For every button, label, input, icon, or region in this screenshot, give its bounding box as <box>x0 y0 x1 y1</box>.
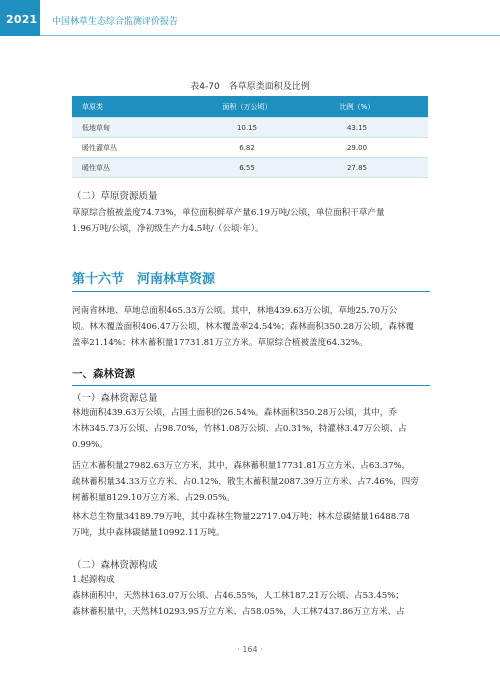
origin-heading: 1.起源构成 <box>72 575 115 585</box>
paragraph-line: 1.96万吨/公顷，净初级生产力4.5吨/（公顷·年）。 <box>72 224 264 234</box>
forest-total-heading: （一）森林资源总量 <box>72 393 158 404</box>
table-cell: 29.00 <box>346 143 368 152</box>
paragraph-line: 活立木蓄积量27982.63万立方米，其中，森林蓄积量17731.81万立方米、占63.37%， <box>72 461 411 471</box>
section-rule <box>72 291 430 292</box>
table-row <box>72 118 428 138</box>
forest-stock-paragraph <box>72 458 432 506</box>
grassland-table <box>72 96 428 178</box>
section-intro <box>72 303 432 351</box>
paragraph-line: 草原综合植被盖度74.73%，单位面积鲜草产量6.19万吨/公顷，单位面积干草产量 <box>72 208 385 218</box>
table-cell: 6.82 <box>239 143 255 152</box>
table-cell: 暖性草丛 <box>82 163 110 172</box>
table-cell: 低地草甸 <box>82 123 110 132</box>
table-cell: 10.15 <box>236 123 258 132</box>
paragraph-line: 河南省林地、草地总面积465.33万公顷。其中，林地439.63万公顷，草地25.70万公 <box>72 306 398 316</box>
table-cell: 6.55 <box>239 163 255 172</box>
paragraph-line: 林木总生物量34189.79万吨，其中森林生物量22717.04万吨；林木总碳储量16488.78 <box>72 512 410 522</box>
page-header <box>0 0 500 40</box>
paragraph-line: 树蓄积量8129.10万立方米、占29.05%。 <box>72 493 235 503</box>
table-cell: 43.15 <box>346 123 368 132</box>
forest-biomass-paragraph <box>72 509 432 541</box>
forest-total-paragraph <box>72 405 432 453</box>
page-number: · 164 · <box>237 645 263 654</box>
column-header: 面积（万公顷） <box>222 102 272 111</box>
table-row <box>72 158 428 178</box>
table-cell: 27.85 <box>346 163 368 172</box>
paragraph-line: 森林面积中，天然林163.07万公顷、占46.55%，人工林187.21万公顷、占53.45%； <box>72 591 404 601</box>
grass-quality-heading: （二）草原资源质量 <box>72 191 158 202</box>
paragraph-line: 万吨，其中森林碳储量10992.11万吨。 <box>72 528 225 538</box>
paragraph-line: 盖率21.14%；林木蓄积量17731.81万立方米。草原综合植被盖度64.32%。 <box>72 338 368 348</box>
paragraph-line: 顷。林木覆盖面积406.47万公顷，林木覆盖率24.54%；森林面积350.28万公顷，森林覆 <box>72 322 415 332</box>
table-caption: 表4-70 各草原类面积及比例 <box>190 82 310 92</box>
paragraph-line: 森林蓄积量中，天然林10293.95万立方米、占58.05%，人工林7437.86万立方米、占 <box>72 607 405 617</box>
report-title: 中国林草生态综合监测评价报告 <box>52 17 179 27</box>
column-header: 草原类 <box>82 102 103 111</box>
column-header: 比例（%） <box>339 102 375 111</box>
forest-heading-rule <box>72 385 430 386</box>
report-year: 2021 <box>6 13 38 26</box>
paragraph-line: 疏林蓄积量34.33万立方米、占0.12%，散生木蓄积量2087.39万立方米、占7.46%，四旁 <box>72 477 419 487</box>
table-row <box>72 138 428 158</box>
paragraph-line: 木林345.73万公顷、占98.70%，竹林1.08万公顷、占0.31%，特灌林3.47万公顷、占 <box>72 424 407 434</box>
paragraph-line: 0.99%。 <box>72 440 108 450</box>
origin-composition <box>72 572 432 620</box>
table-header-row <box>72 96 428 118</box>
forest-heading: 一、森林资源 <box>72 368 135 380</box>
forest-composition-heading: （二）森林资源构成 <box>72 560 158 571</box>
table-cell: 暖性灌草丛 <box>82 143 117 152</box>
section-title: 第十六节 河南林草资源 <box>72 272 216 287</box>
header-rule <box>40 35 500 36</box>
grass-quality-paragraph <box>72 205 432 237</box>
paragraph-line: 林地面积439.63万公顷，占国土面积的26.54%。森林面积350.28万公顷，其中，乔 <box>72 408 397 418</box>
